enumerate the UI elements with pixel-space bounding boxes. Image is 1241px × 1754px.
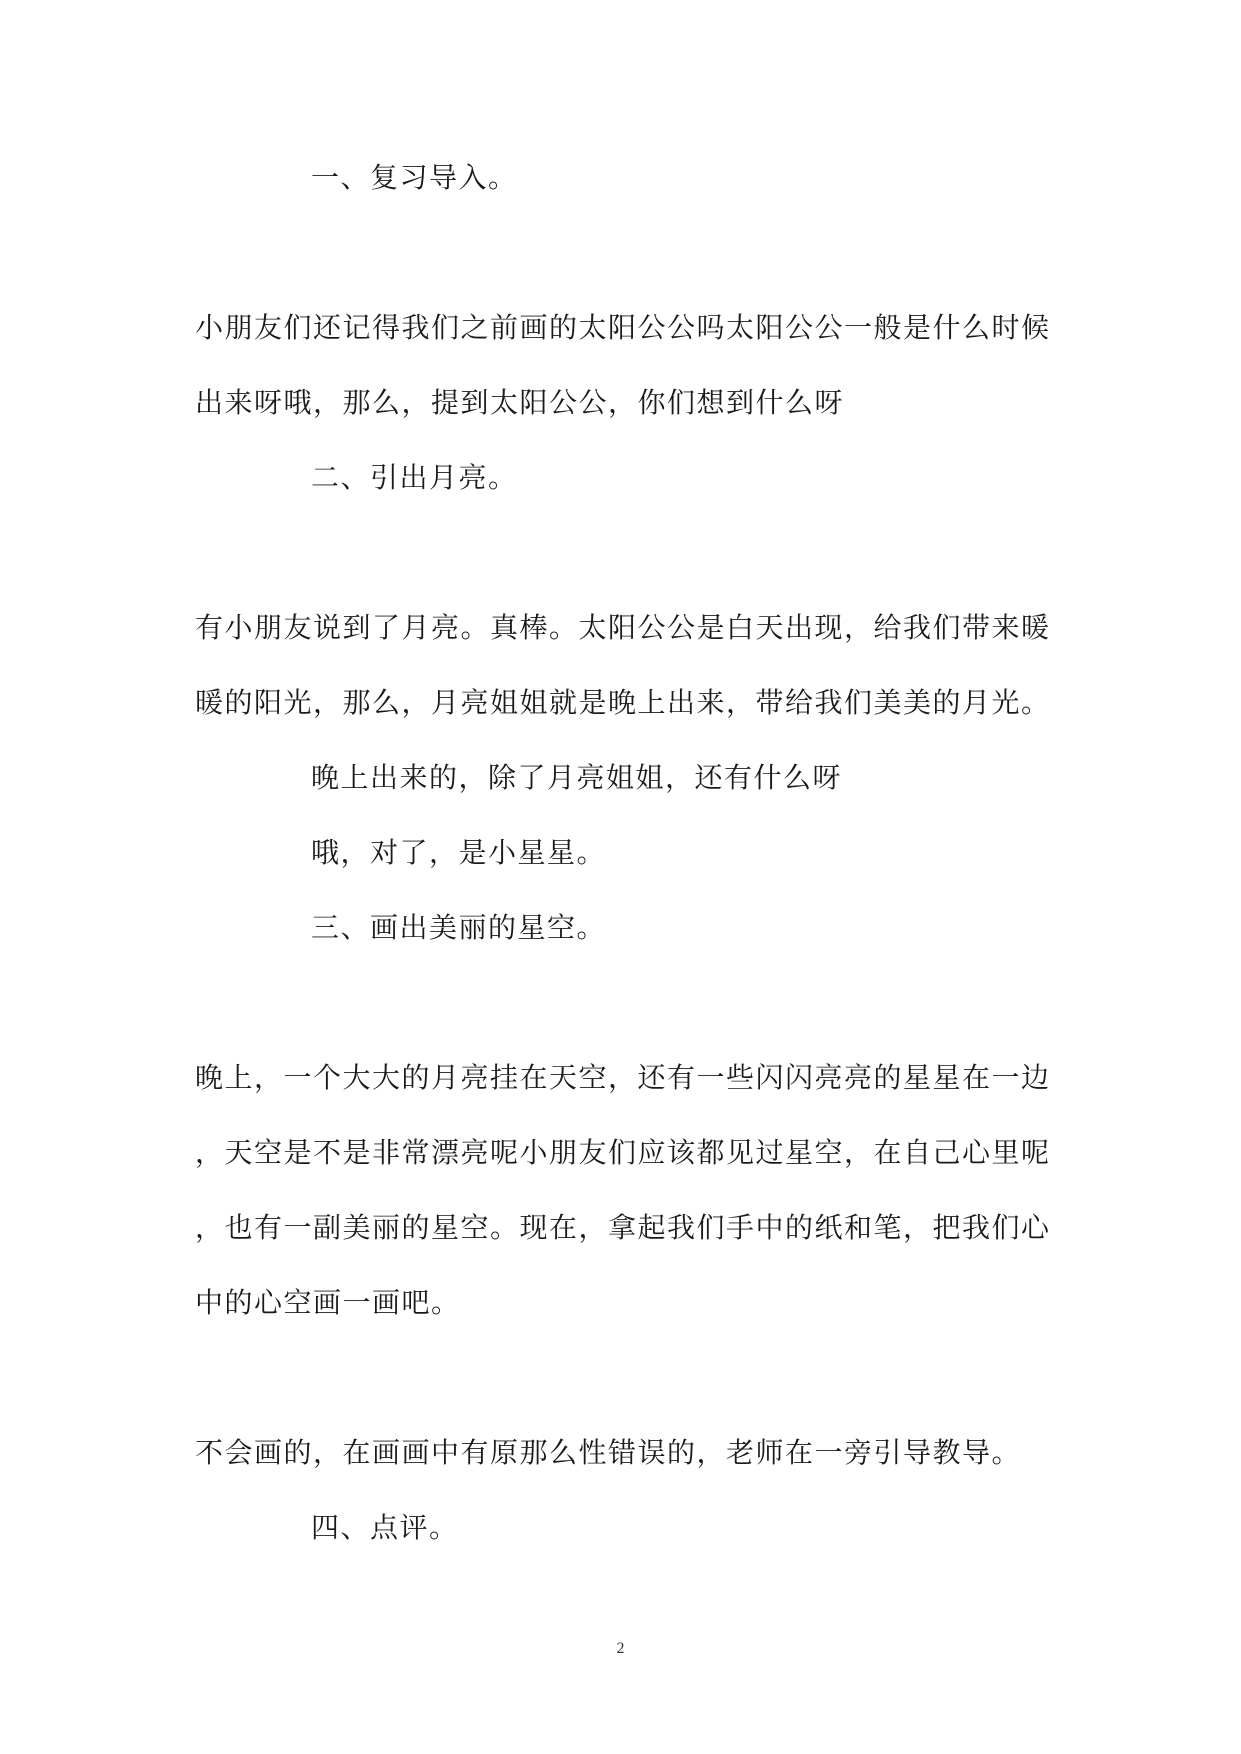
paragraph-line: 小朋友们还记得我们之前画的太阳公公吗太阳公公一般是什么时候 <box>195 311 1051 344</box>
page-number: 2 <box>616 1640 625 1657</box>
paragraph-line: ，也有一副美丽的星空。现在，拿起我们手中的纸和笔，把我们心 <box>195 1211 1051 1244</box>
paragraph-line: 有小朋友说到了月亮。真棒。太阳公公是白天出现，给我们带来暖 <box>195 611 1051 644</box>
paragraph-line: 出来呀哦，那么，提到太阳公公，你们想到什么呀 <box>195 386 845 419</box>
section-heading-starry-sky: 三、画出美丽的星空。 <box>311 911 607 944</box>
paragraph-line: 暖的阳光，那么，月亮姐姐就是晚上出来，带给我们美美的月光。 <box>195 686 1051 719</box>
section-heading-review: 一、复习导入。 <box>311 161 518 194</box>
paragraph-line: 中的心空画一画吧。 <box>195 1286 461 1319</box>
paragraph-line: 哦，对了，是小星星。 <box>311 836 607 869</box>
section-heading-comment: 四、点评。 <box>311 1511 459 1544</box>
paragraph-line: ，天空是不是非常漂亮呢小朋友们应该都见过星空，在自己心里呢 <box>195 1136 1051 1169</box>
paragraph-line: 晚上，一个大大的月亮挂在天空，还有一些闪闪亮亮的星星在一边 <box>195 1061 1051 1094</box>
paragraph-line: 晚上出来的，除了月亮姐姐，还有什么呀 <box>311 761 843 794</box>
paragraph-line: 不会画的，在画画中有原那么性错误的，老师在一旁引导教导。 <box>195 1436 1022 1469</box>
section-heading-moon: 二、引出月亮。 <box>311 461 518 494</box>
